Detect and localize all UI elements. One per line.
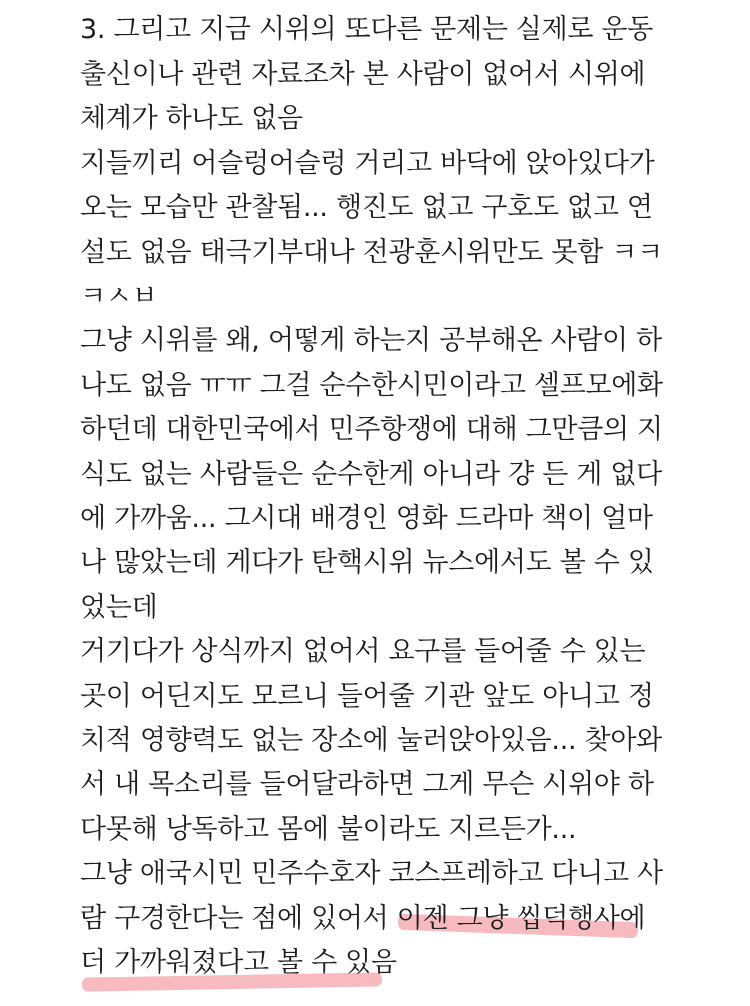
text-line: 거기다가 상식까지 없어서 요구를 들어줄 수 있는 [80, 636, 646, 667]
text-line: 에 가까움... 그시대 배경인 영화 드라마 책이 얼마 [80, 503, 653, 534]
text-line: 나도 없음 ㅠㅠ 그걸 순수한시민이라고 셀프모에화 [80, 370, 663, 401]
text-line: 치적 영향력도 없는 장소에 눌러앉아있음... 찾아와 [80, 725, 662, 756]
text-line: 서 내 목소리를 들어달라하면 그게 무슨 시위야 하 [80, 769, 654, 800]
text-line: 그냥 애국시민 민주수호자 코스프레하고 다니고 사 [80, 858, 663, 889]
text-line: 오는 모습만 관찰됨... 행진도 없고 구호도 없고 연 [80, 192, 653, 223]
text-line: 곳이 어딘지도 모르니 들어줄 기관 앞도 아니고 정 [80, 681, 654, 712]
text-line: 하던데 대한민국에서 민주항쟁에 대해 그만큼의 지 [80, 414, 663, 445]
text-line: 출신이나 관련 자료조차 본 사람이 없어서 시위에 [80, 59, 646, 90]
text-line: 식도 없는 사람들은 순수한게 아니라 걍 든 게 없다 [80, 459, 662, 490]
text-line: 었는데 [80, 592, 158, 623]
text-line: ㅋㅅㅂ [80, 281, 158, 312]
text-line: 그냥 시위를 왜, 어떻게 하는지 공부해온 사람이 하 [80, 325, 662, 356]
text-line: 설도 없음 태극기부대나 전광훈시위만도 못함 ㅋㅋ [80, 237, 663, 268]
text-line: 나 많았는데 게다가 탄핵시위 뉴스에서도 볼 수 있 [80, 547, 654, 578]
text-line: 3. 그리고 지금 시위의 또다른 문제는 실제로 운동 [80, 14, 653, 45]
text-line: 더 가까워졌다고 볼 수 있음 [80, 947, 397, 978]
text-line: 람 구경한다는 점에 있어서 이젠 그냥 씹덕행사에 [80, 903, 646, 934]
text-line: 체계가 하나도 없음 [80, 103, 303, 134]
text-line: 지들끼리 어슬렁어슬렁 거리고 바닥에 앉아있다가 [80, 148, 655, 179]
text-line: 다못해 낭독하고 몸에 불이라도 지르든가... [80, 814, 577, 845]
